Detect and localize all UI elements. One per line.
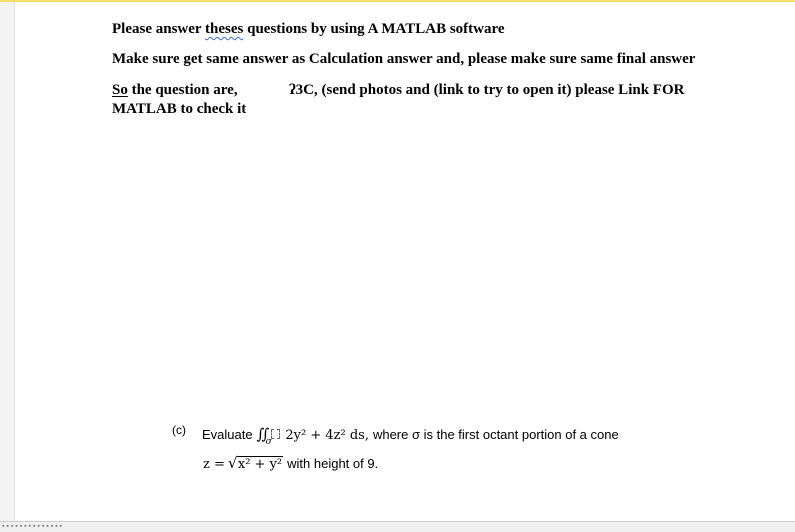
double-integral-symbol: ∬ σ [256,425,272,447]
left-margin [0,2,15,521]
placeholder-box-icon[interactable] [271,429,280,439]
problem-tail: where σ is the first octant portion of a cone [372,427,619,442]
instruction-line-4: MATLAB to check it [112,101,247,117]
radicand: x² + y² [237,457,283,472]
sqrt-expression [227,454,283,472]
problem-label: (c) [172,423,186,437]
spellcheck-flagged-word[interactable]: theses [205,21,244,37]
evaluate-word: Evaluate [202,427,253,442]
problem-statement [202,425,619,447]
cone-equation [203,456,378,472]
instruction-line-3 [112,82,238,99]
line1-post: questions by using A MATLAB software [243,21,505,37]
instruction-line-2: Make sure get same answer as Calculation answer and, please make sure same final answer [112,51,696,67]
status-bar: ▪ ▪ ▪ ▪ ▪ ▪ ▪ ▪ ▪ ▪ ▪ ▪ ▪ ▪ [0,521,795,532]
integrand: 2y² + 4z² ds, [285,428,369,443]
eq-lhs: z = [203,457,225,472]
instruction-line-1 [112,21,505,38]
line1-pre: Please answer [112,21,206,37]
line3-rest: the question are, [127,82,238,98]
line3-underlined: So [112,82,128,98]
integral-domain: σ [265,437,272,447]
instruction-line-3-right: ʔ3C, (send photos and (link to try to open it) please Link FOR [289,82,685,98]
eq-tail: with height of 9. [287,456,379,471]
document-page [15,2,795,521]
radical-sign-icon: √ [227,454,238,472]
